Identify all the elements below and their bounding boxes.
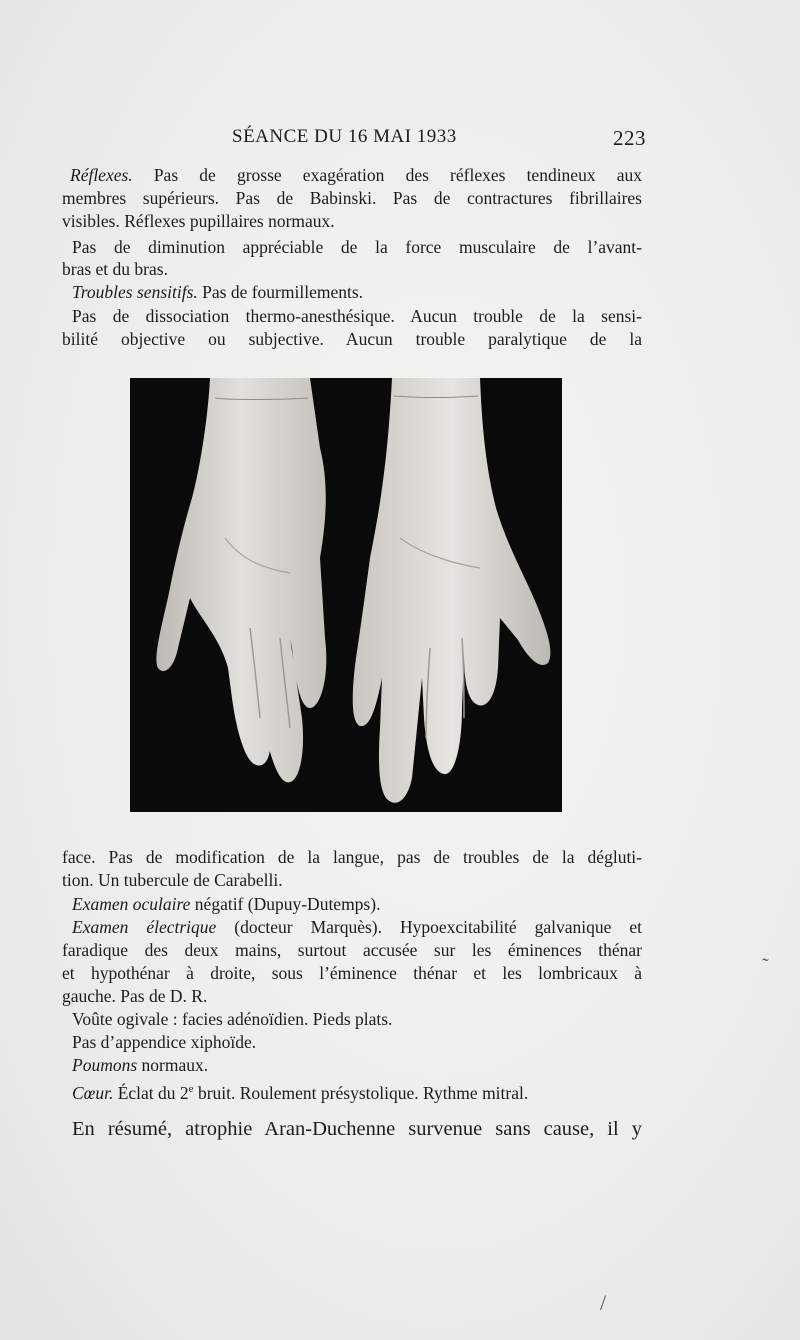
text-line: visibles. Réflexes pupillaires normaux. xyxy=(62,211,335,231)
label-poumons: Poumons xyxy=(72,1055,138,1075)
running-title: SÉANCE DU 16 MAI 1933 xyxy=(232,126,457,147)
left-hand xyxy=(156,378,326,782)
text-line: faradique des deux mains, surtout accusée sur les éminences thénar xyxy=(62,940,642,960)
text-line: tion. Un tubercule de Carabelli. xyxy=(62,870,283,890)
hands-photograph xyxy=(130,378,562,812)
text-line: Troubles sensitifs. Pas de fourmillements. xyxy=(72,282,364,302)
running-header xyxy=(232,126,646,152)
text-line: et hypothénar à droite, sous l’éminence thénar et les lombricaux à xyxy=(62,963,642,983)
page-number: 223 xyxy=(613,126,646,150)
text-line: gauche. Pas de D. R. xyxy=(62,986,208,1006)
label-examen-oculaire: Examen oculaire xyxy=(72,894,191,914)
text-line: Pas de dissociation thermo-anesthésique. Aucun trouble de la sensi- xyxy=(72,306,642,326)
text-line: Voûte ogivale : facies adénoïdien. Pieds plats. xyxy=(72,1009,393,1029)
text-line: Cœur. Éclat du 2e bruit. Roulement présystolique. Rythme mitral. xyxy=(72,1082,529,1103)
scan-speck: / xyxy=(600,1290,607,1315)
hands-illustration xyxy=(130,378,562,812)
text-line: bras et du bras. xyxy=(62,259,168,279)
label-reflexes: Réflexes. xyxy=(70,165,133,185)
summary-line: En résumé, atrophie Aran-Duchenne survenue sans cause, il y xyxy=(72,1118,642,1140)
label-coeur: Cœur. xyxy=(72,1082,114,1103)
text-line: Pas de diminution appréciable de la force musculaire de l’avant- xyxy=(72,237,642,257)
text-line: face. Pas de modification de la langue, pas de troubles de la dégluti- xyxy=(62,847,642,867)
text-line: Poumons normaux. xyxy=(72,1055,209,1075)
right-hand xyxy=(353,378,551,803)
text-line: bilité objective ou subjective. Aucun trouble paralytique de la xyxy=(62,329,642,349)
text-line: Pas d’appendice xiphoïde. xyxy=(72,1032,257,1052)
scan-speck: ˜ xyxy=(762,955,769,977)
text-line: Examen électrique (docteur Marquès). Hypoexcitabilité galvanique et xyxy=(72,917,642,937)
label-troubles-sensitifs: Troubles sensitifs. xyxy=(72,282,198,302)
text-line: Réflexes. Pas de grosse exagération des réflexes tendineux aux xyxy=(70,165,642,185)
text-line: Examen oculaire négatif (Dupuy-Dutemps). xyxy=(72,894,381,914)
text-line: membres supérieurs. Pas de Babinski. Pas de contractures fibrillaires xyxy=(62,188,642,208)
label-examen-electrique: Examen électrique xyxy=(72,917,217,937)
